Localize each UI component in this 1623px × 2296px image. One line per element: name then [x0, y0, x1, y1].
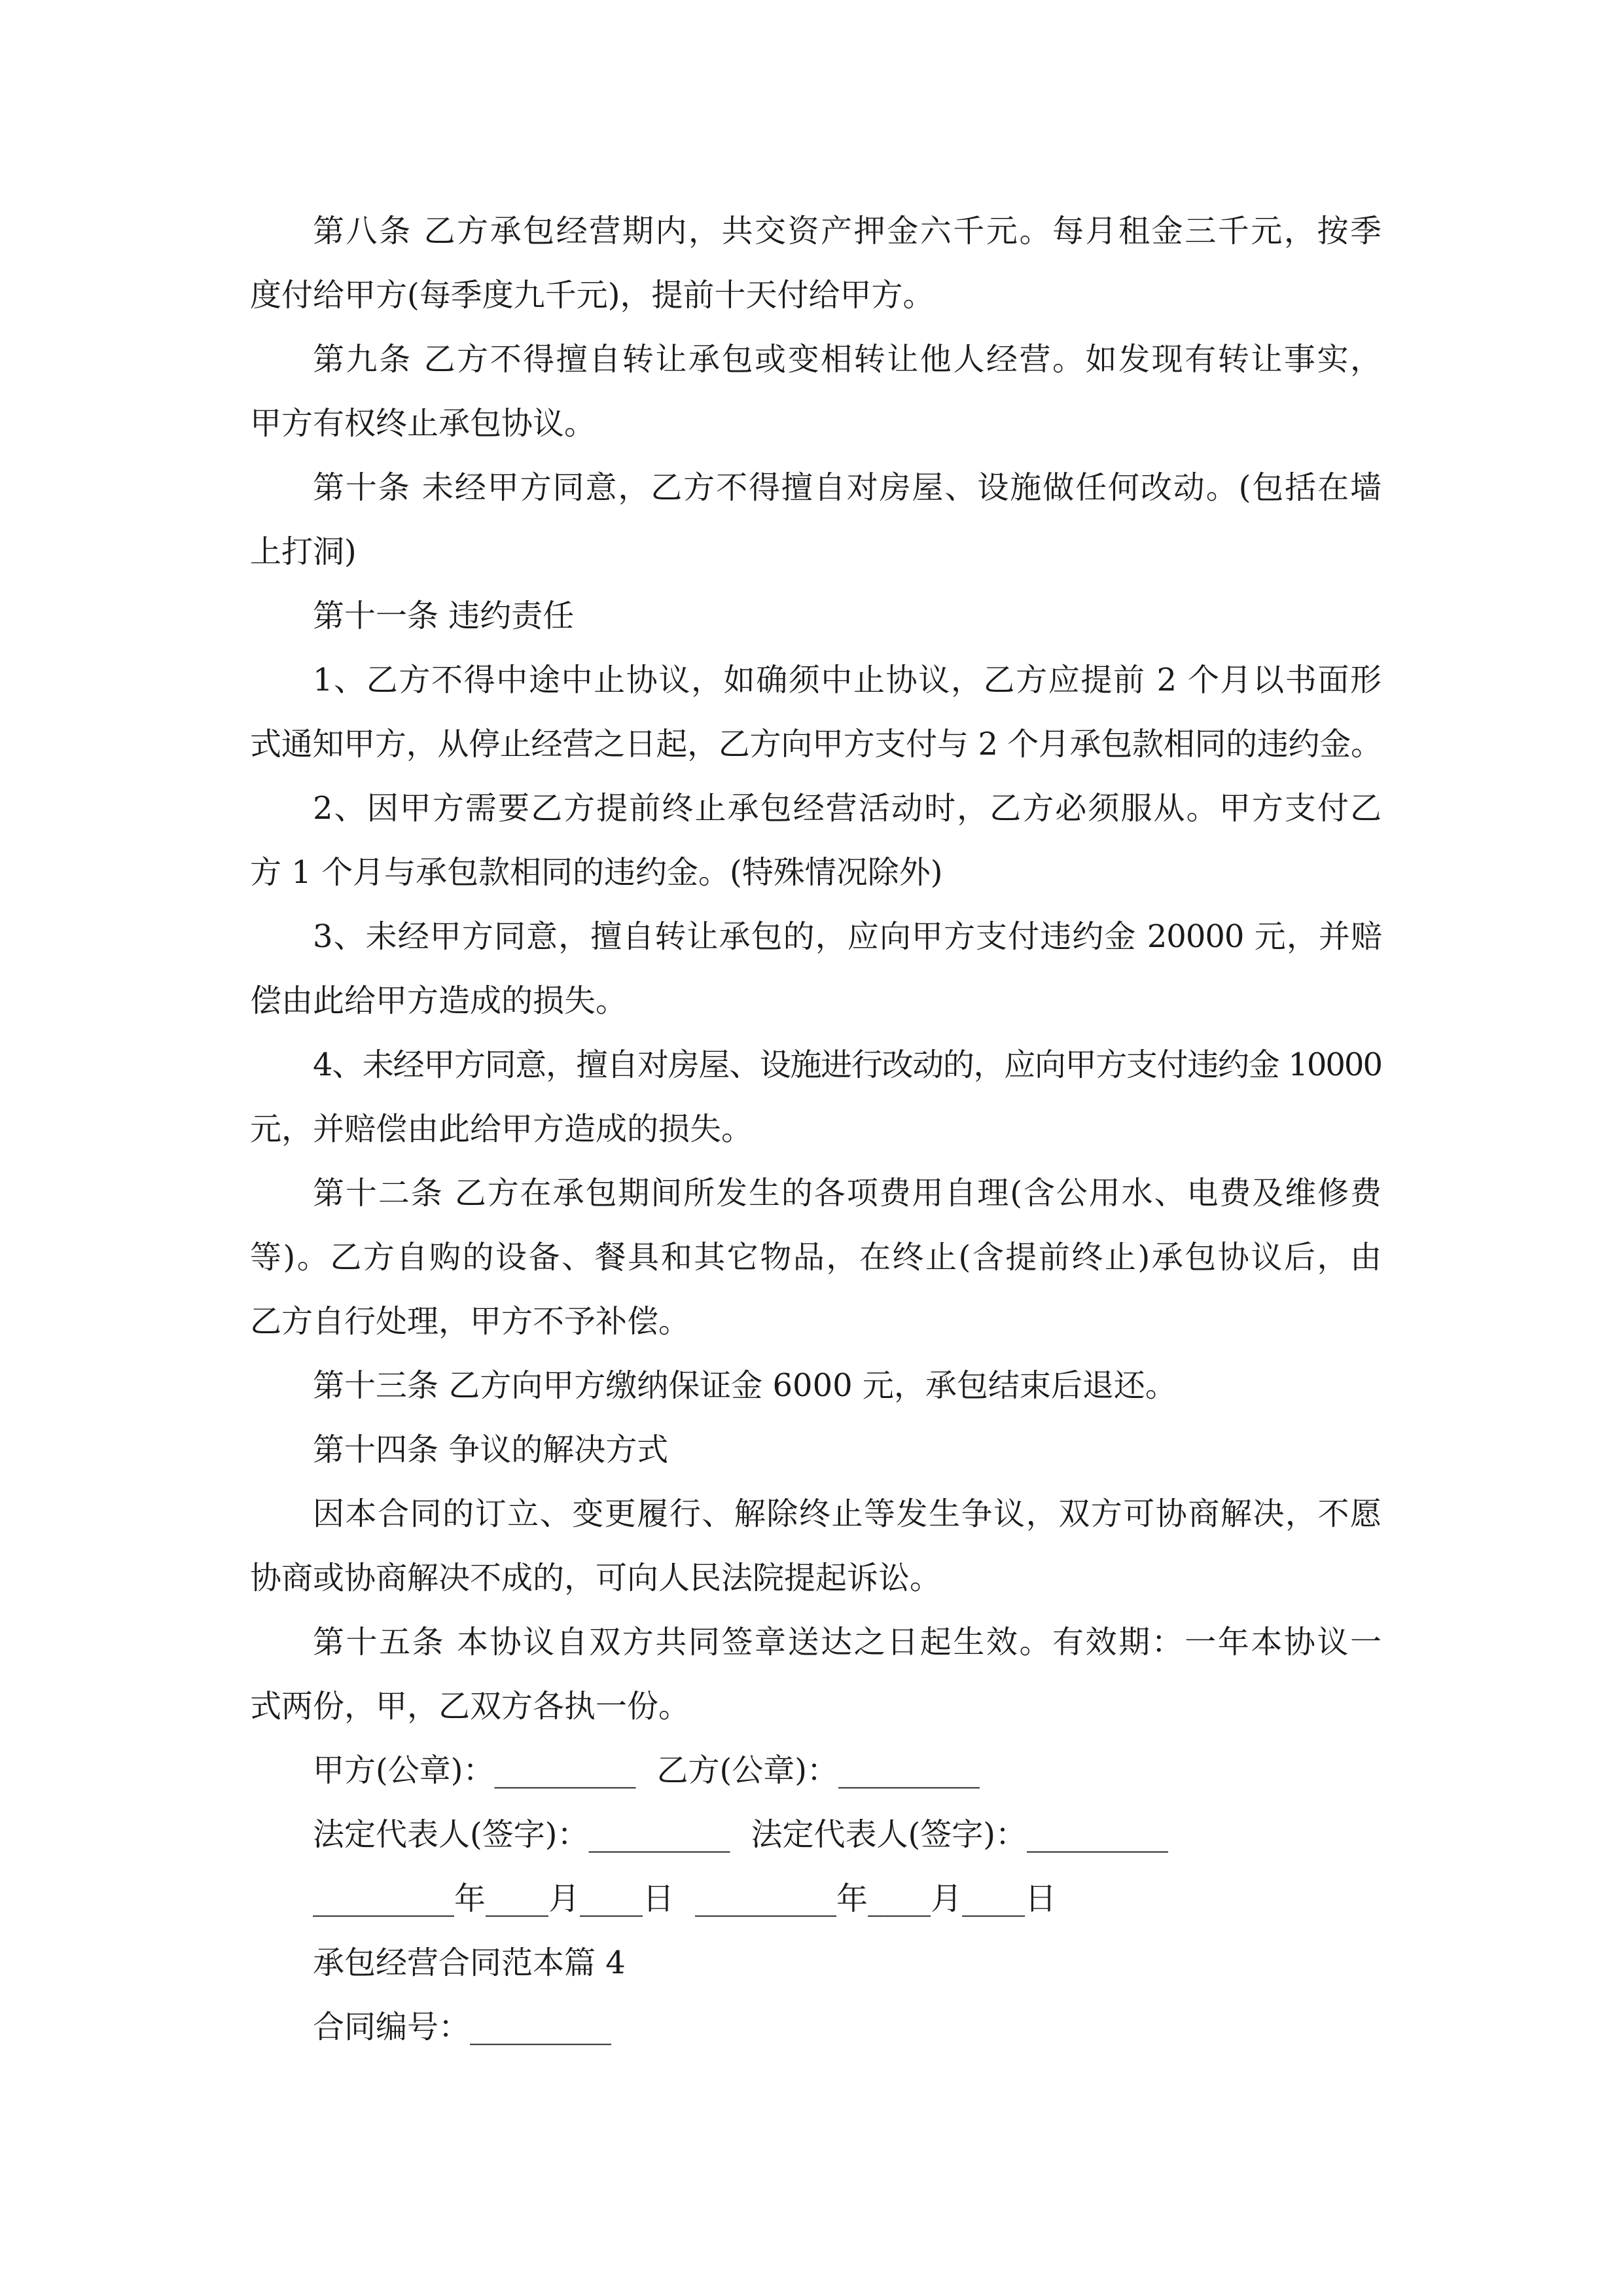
article-9	[250, 327, 1382, 456]
clause-11-4	[250, 1033, 1382, 1161]
clause-11-4-line: 元，并赔偿由此给甲方造成的损失。	[250, 1111, 753, 1147]
article-14-body-line: 因本合同的订立、变更履行、解除终止等发生争议，双方可协商解决，不愿	[313, 1496, 1382, 1532]
contract-number-row	[250, 1995, 1382, 2059]
party-b-year-label: 年	[836, 1880, 868, 1917]
article-8-line: 度付给甲方(每季度九千元)，提前十天付给甲方。	[250, 277, 935, 314]
party-a-seal-label: 甲方(公章)：	[313, 1752, 495, 1789]
article-13	[250, 1354, 1382, 1418]
party-b-seal-label: 乙方(公章)：	[656, 1752, 838, 1789]
next-section-title	[250, 1931, 1382, 1995]
article-12-line: 第十二条 乙方在承包期间所发生的各项费用自理(含公用水、电费及维修费	[313, 1175, 1382, 1211]
party-a-day-label: 日	[643, 1880, 675, 1917]
article-9-line: 甲方有权终止承包协议。	[250, 405, 596, 442]
clause-11-3	[250, 905, 1382, 1033]
article-13-line: 第十三条 乙方向甲方缴纳保证金 6000 元，承包结束后退还。	[313, 1367, 1177, 1404]
party-a-year-blank: _________	[313, 1880, 454, 1917]
party-a-year-label: 年	[454, 1880, 486, 1917]
seal-row	[250, 1738, 1382, 1803]
party-a-day-blank: ____	[580, 1880, 643, 1917]
party-a-seal-blank: _________	[494, 1752, 636, 1789]
representative-row	[250, 1803, 1382, 1867]
article-8	[250, 199, 1382, 327]
party-b-representative-label: 法定代表人(签字)：	[751, 1816, 1027, 1853]
seal-row-line	[250, 1738, 1382, 1803]
article-14-heading-line: 第十四条 争议的解决方式	[313, 1431, 669, 1468]
party-a-month-label: 月	[548, 1880, 580, 1917]
article-14-heading	[250, 1418, 1382, 1482]
party-b-day-blank: ____	[962, 1880, 1026, 1917]
article-12	[250, 1161, 1382, 1354]
party-b-seal-blank: _________	[838, 1752, 980, 1789]
article-12-line: 乙方自行处理，甲方不予补偿。	[250, 1303, 690, 1340]
clause-11-1-line: 式通知甲方，从停止经营之日起，乙方向甲方支付与 2 个月承包款相同的违约金。	[250, 726, 1382, 762]
article-14-body	[250, 1482, 1382, 1610]
party-a-month-blank: ____	[486, 1880, 549, 1917]
document-body	[250, 199, 1382, 2059]
article-10-line: 上打洞)	[250, 533, 357, 570]
clause-11-2	[250, 776, 1382, 905]
article-15	[250, 1610, 1382, 1738]
contract-number-line	[250, 1995, 1382, 2059]
article-11-heading-line: 第十一条 违约责任	[313, 598, 575, 634]
clause-11-3-line: 偿由此给甲方造成的损失。	[250, 982, 628, 1019]
article-10-line: 第十条 未经甲方同意，乙方不得擅自对房屋、设施做任何改动。(包括在墙	[313, 469, 1382, 506]
clause-11-1-line: 1、乙方不得中途中止协议，如确须中止协议，乙方应提前 2 个月以书面形	[313, 662, 1382, 698]
article-8-line: 第八条 乙方承包经营期内，共交资产押金六千元。每月租金三千元，按季	[313, 213, 1382, 249]
clause-11-4-line: 4、未经甲方同意，擅自对房屋、设施进行改动的，应向甲方支付违约金 10000	[313, 1047, 1382, 1083]
party-b-representative-blank: _________	[1026, 1816, 1168, 1853]
representative-row-line	[250, 1803, 1382, 1867]
date-row-line	[250, 1867, 1382, 1931]
clause-11-1	[250, 648, 1382, 776]
next-section-title-line: 承包经营合同范本篇 4	[313, 1945, 626, 1981]
clause-11-3-line: 3、未经甲方同意，擅自转让承包的，应向甲方支付违约金 20000 元，并赔	[313, 918, 1382, 955]
article-14-body-line: 协商或协商解决不成的，可向人民法院提起诉讼。	[250, 1560, 942, 1596]
party-b-day-label: 日	[1025, 1880, 1057, 1917]
party-b-year-blank: _________	[695, 1880, 837, 1917]
date-row	[250, 1867, 1382, 1931]
contract-number-label: 合同编号：	[313, 2009, 471, 2045]
clause-11-2-line: 2、因甲方需要乙方提前终止承包经营活动时，乙方必须服从。甲方支付乙	[313, 790, 1382, 827]
clause-11-2-line: 方 1 个月与承包款相同的违约金。(特殊情况除外)	[250, 854, 943, 891]
party-a-representative-label: 法定代表人(签字)：	[313, 1816, 589, 1853]
article-11-heading	[250, 584, 1382, 648]
party-b-month-blank: ____	[868, 1880, 931, 1917]
party-a-representative-blank: _________	[588, 1816, 730, 1853]
article-15-line: 式两份，甲，乙双方各执一份。	[250, 1688, 690, 1725]
article-10	[250, 456, 1382, 584]
article-12-line: 等)。乙方自购的设备、餐具和其它物品，在终止(含提前终止)承包协议后，由	[250, 1239, 1382, 1276]
article-9-line: 第九条 乙方不得擅自转让承包或变相转让他人经营。如发现有转让事实，	[313, 341, 1382, 378]
contract-number-blank: _________	[470, 2009, 612, 2045]
party-b-month-label: 月	[931, 1880, 963, 1917]
article-15-line: 第十五条 本协议自双方共同签章送达之日起生效。有效期：一年本协议一	[313, 1624, 1382, 1660]
